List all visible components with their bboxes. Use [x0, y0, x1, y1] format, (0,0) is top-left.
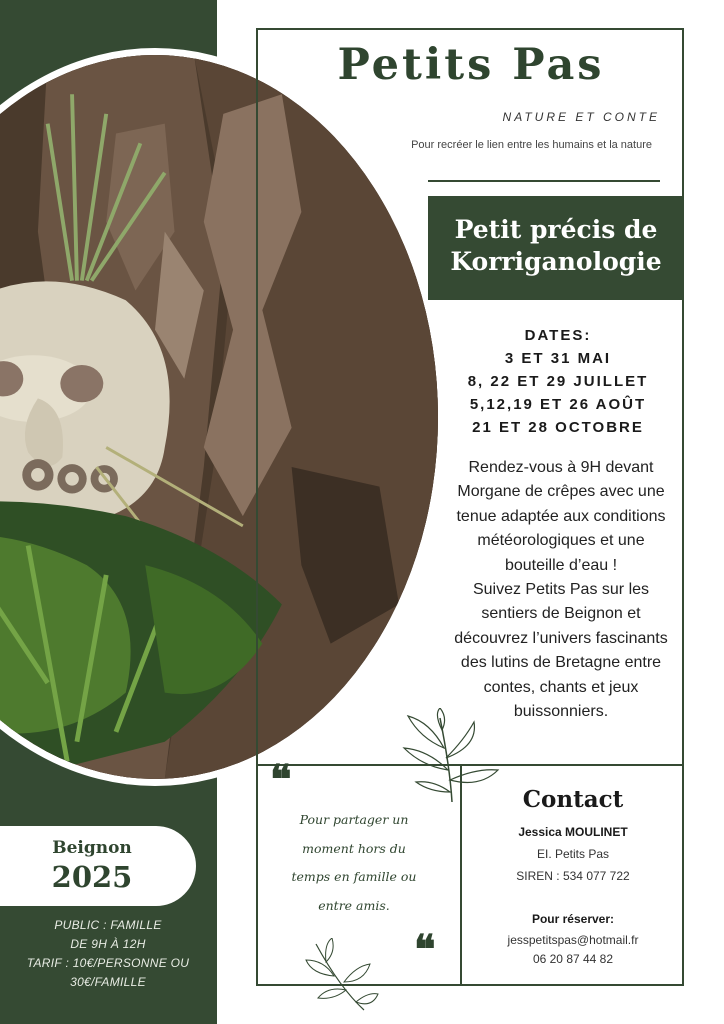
description-line: contes, chants et jeux	[483, 678, 639, 696]
contact-email[interactable]: jesspetitspas@hotmail.fr	[507, 933, 639, 947]
quote-line: moment hors du	[302, 840, 406, 856]
description-line: météorologiques et une	[477, 532, 645, 550]
contact-phone[interactable]: 06 20 87 44 82	[532, 952, 614, 966]
description-line: bouteille d’eau !	[504, 556, 618, 574]
description-line: découvrez l’univers fascinants	[454, 629, 668, 647]
reserve-label: Pour réserver:	[531, 912, 615, 926]
info-price-family: 30€/FAMILLE	[70, 975, 146, 989]
brand-title: Petits Pas	[337, 40, 605, 90]
brand-tagline: Pour recréer le lien entre les humains et la nature	[411, 139, 652, 151]
event-title	[428, 214, 684, 278]
date-line: 21 ET 28 OCTOBRE	[472, 419, 644, 436]
quote-open-icon: ❝	[270, 756, 292, 803]
quote-text	[284, 806, 424, 920]
quote-line: entre amis.	[318, 897, 390, 913]
description-line: tenue adaptée aux conditions	[456, 507, 666, 525]
contact-name: Jessica MOULINET	[518, 825, 628, 839]
small-leaf-sprig-icon	[304, 938, 380, 1012]
contact-company: EI. Petits Pas	[536, 847, 610, 861]
location-city: Beignon	[52, 838, 132, 858]
description-line: Morgane de crêpes avec une	[457, 483, 665, 501]
date-line: 5,12,19 ET 26 AOÛT	[469, 396, 647, 413]
date-line: 3 ET 31 MAI	[504, 350, 612, 367]
event-description	[436, 456, 686, 724]
event-title-line-1: Petit précis de	[454, 215, 658, 244]
contact-siren: SIREN : 534 077 722	[516, 869, 630, 883]
event-title-line-2: Korriganologie	[450, 247, 662, 276]
location-year: 2025	[51, 860, 133, 894]
description-line: des lutins de Bretagne entre	[460, 654, 662, 672]
dates-block	[430, 324, 686, 439]
date-line: 8, 22 ET 29 JUILLET	[467, 373, 649, 390]
info-price: TARIF : 10€/PERSONNE OU	[26, 956, 190, 970]
quote-line: Pour partager un	[299, 812, 409, 827]
section-divider-horizontal	[256, 764, 684, 766]
info-audience: PUBLIC : FAMILLE	[54, 918, 162, 932]
description-line: buissonniers.	[513, 703, 609, 721]
quote-close-icon: ❝	[414, 926, 436, 973]
contact-title: Contact	[522, 786, 624, 813]
brand-subtitle: NATURE ET CONTE	[502, 110, 660, 124]
header-divider	[428, 180, 660, 182]
description-line: sentiers de Beignon et	[481, 605, 641, 623]
quote-line: temps en famille ou	[291, 869, 417, 884]
info-hours: DE 9H À 12H	[70, 937, 146, 951]
description-line: Rendez-vous à 9H devant	[468, 459, 654, 476]
description-line: Suivez Petits Pas sur les	[472, 581, 650, 599]
dates-label: DATES:	[524, 327, 592, 344]
